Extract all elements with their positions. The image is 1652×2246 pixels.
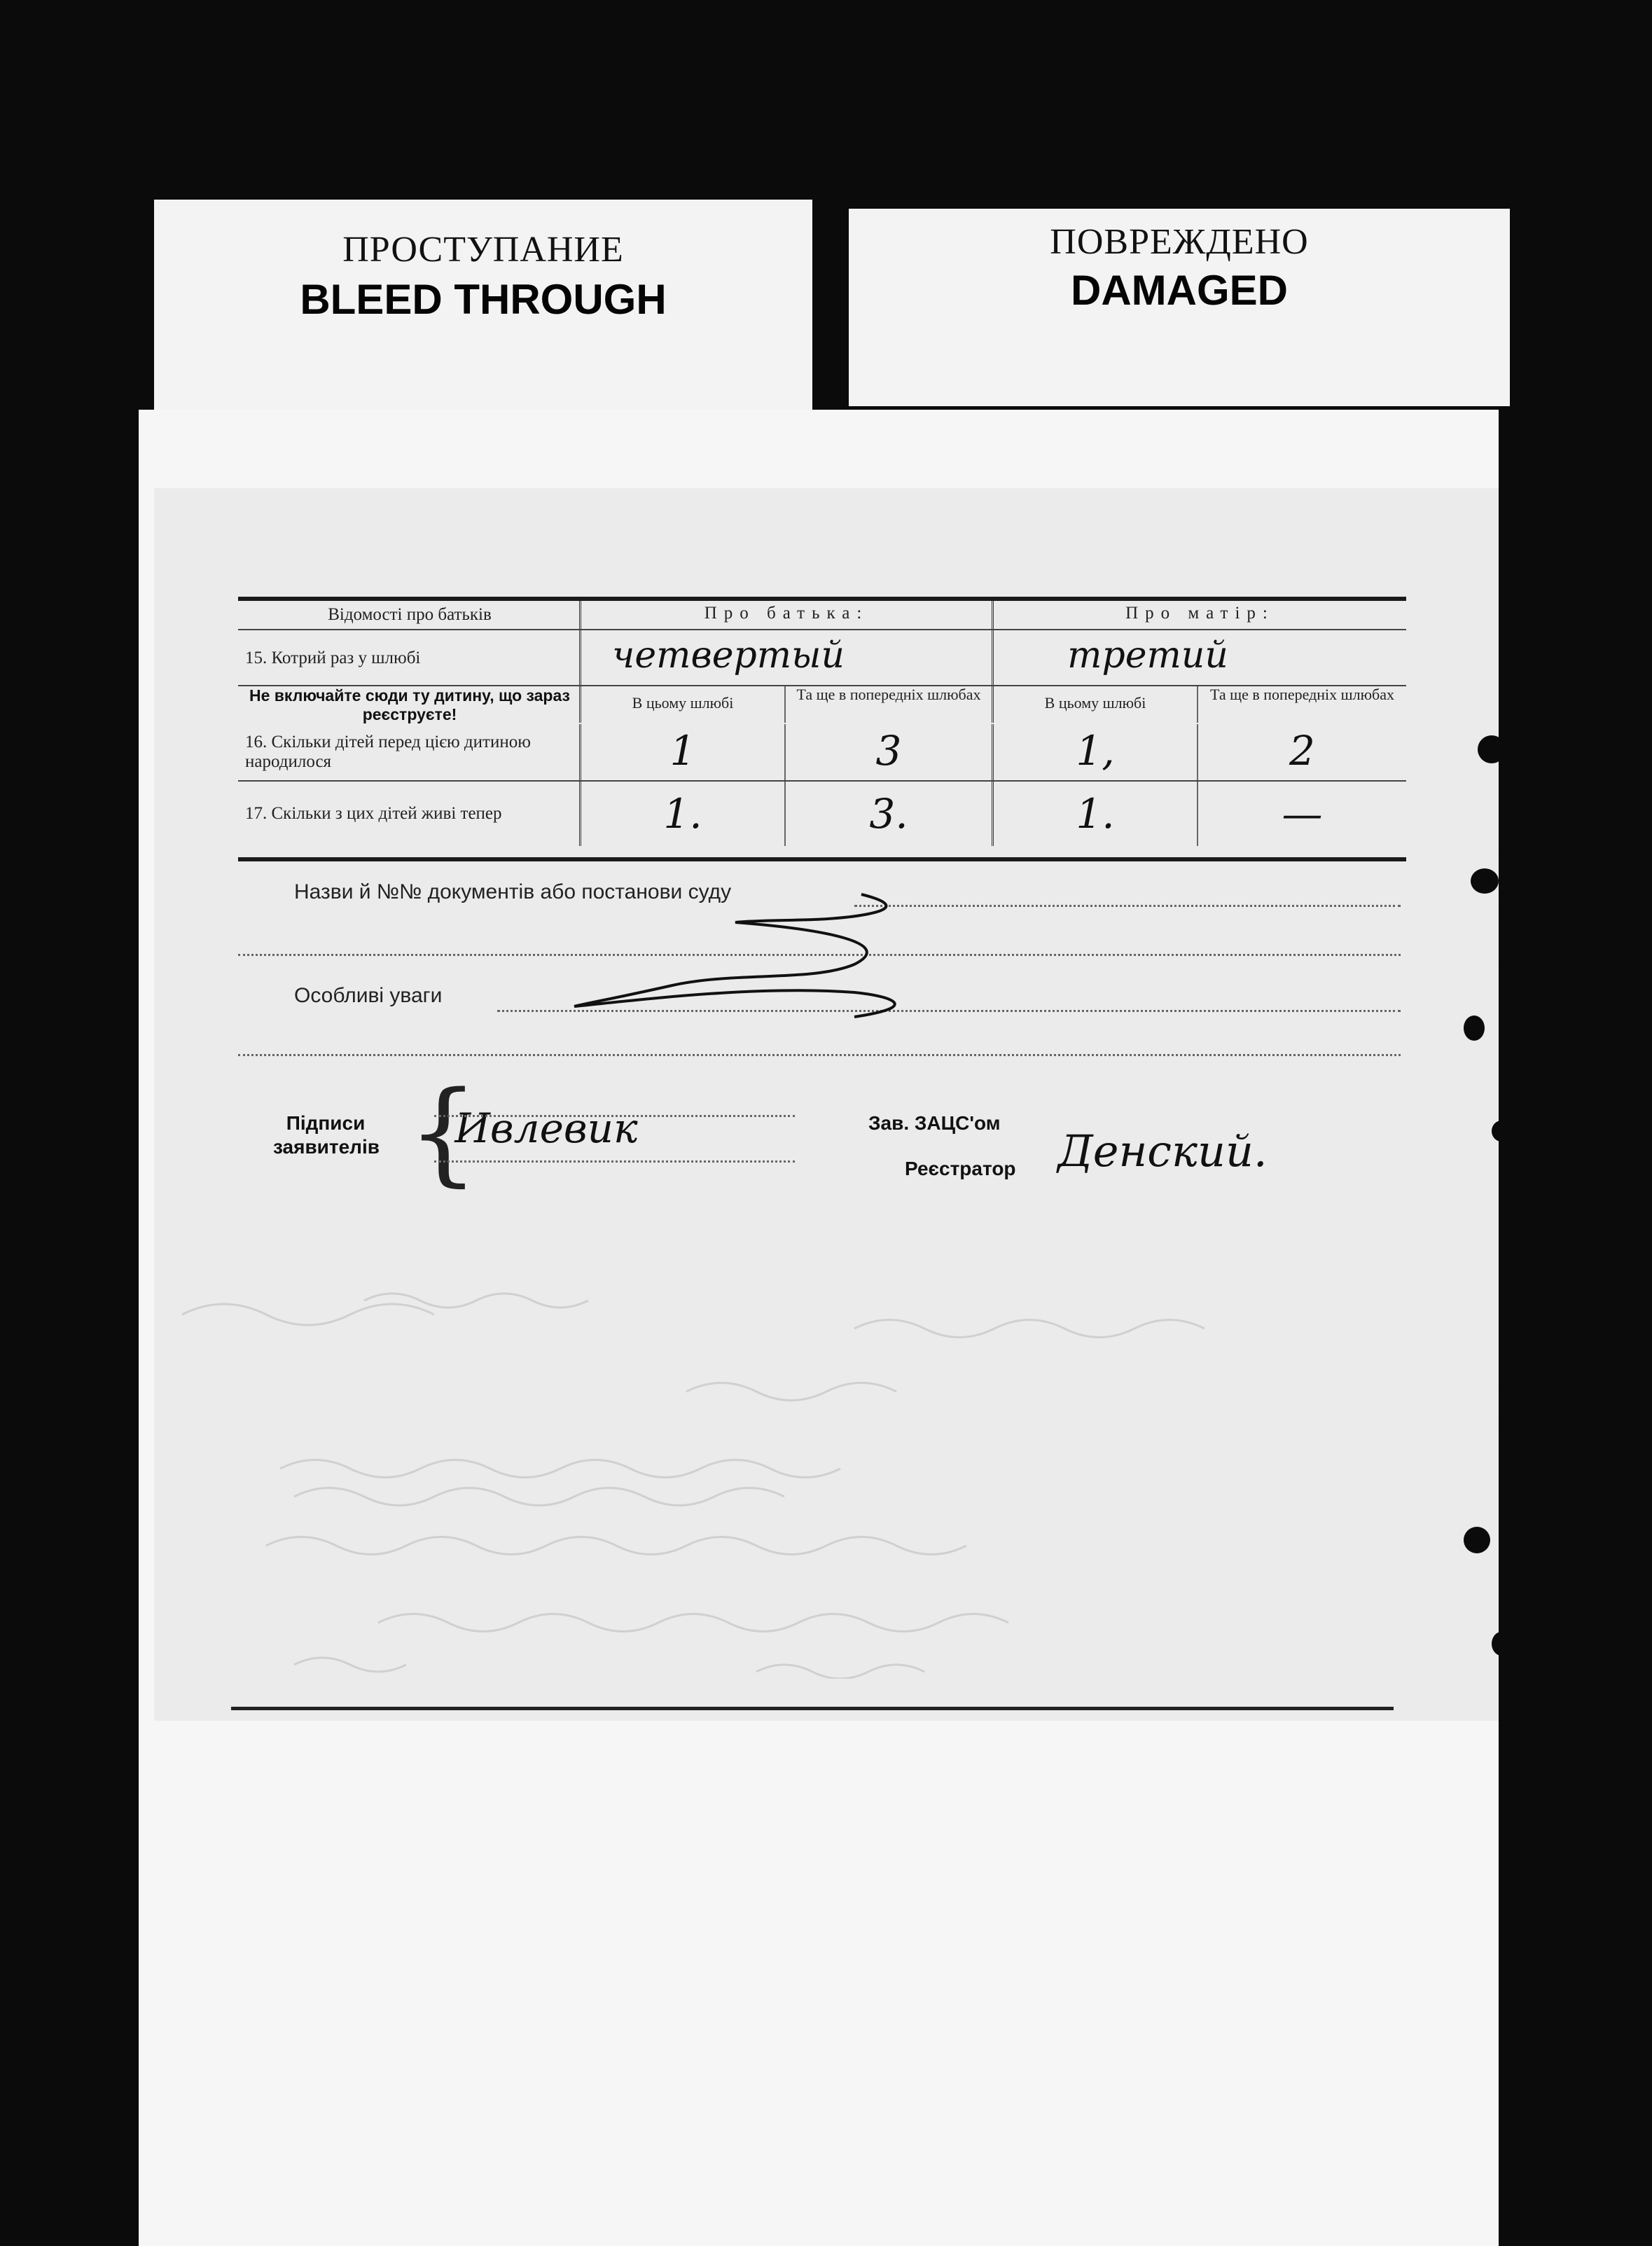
table-row <box>238 724 1406 782</box>
bleed-through-ru: ПРОСТУПАНИЕ <box>342 230 624 270</box>
row16-mother-this: 1, <box>1076 727 1115 775</box>
brace-icon: { <box>408 1067 479 1198</box>
parents-table <box>238 597 1406 861</box>
remarks-line-2 <box>238 1054 1401 1056</box>
row15-father-value: четвертый <box>612 635 845 677</box>
table-subheader-row <box>238 686 1406 723</box>
row17-father-previous: 3. <box>869 790 908 838</box>
table-row <box>238 782 1406 846</box>
mother-previous-header: Та ще в попередніх шлюбах <box>1210 686 1394 703</box>
bleed-through-card <box>154 200 812 410</box>
col-info-header: Відомості про батьків <box>328 605 492 624</box>
registrar-label: Реєстратор <box>905 1158 1016 1179</box>
bleed-through-marks <box>154 1231 1485 1679</box>
col-mother-header: Про матір: <box>1125 604 1275 623</box>
row16-father-this: 1 <box>669 727 696 775</box>
damaged-en: DAMAGED <box>1071 267 1288 314</box>
row15-mother-value: третий <box>1067 635 1228 677</box>
table-row <box>238 630 1406 686</box>
row15-label: 15. Котрий раз у шлюбі <box>245 649 421 667</box>
row17-mother-previous: — <box>1282 790 1323 838</box>
row17-father-this: 1. <box>663 790 702 838</box>
father-this-marriage-header: В цьому шлюбі <box>632 694 734 712</box>
bottom-rule <box>231 1707 1394 1710</box>
table-header-row <box>238 601 1406 630</box>
warning-text: Не включайте сюди ту дитину, що зараз реєструєте! <box>249 686 570 723</box>
documents-label: Назви й №№ документів або постанови суду <box>294 880 732 903</box>
row16-mother-previous: 2 <box>1289 727 1315 775</box>
mother-this-marriage-header: В цьому шлюбі <box>1044 694 1146 712</box>
documents-line <box>854 905 1401 907</box>
damaged-card <box>849 209 1510 406</box>
applicant-signature: Ивлевик <box>454 1104 638 1152</box>
col-father-header: Про батька: <box>704 604 869 623</box>
row16-father-previous: 3 <box>875 727 902 775</box>
row17-label: 17. Скільки з цих дітей живі тепер <box>245 804 502 823</box>
remarks-label: Особливі уваги <box>294 984 443 1007</box>
head-label: Зав. ЗАЦС'ом <box>868 1112 1001 1134</box>
cancel-stroke-icon <box>560 880 924 1020</box>
registrar-signature: Денский. <box>1057 1125 1268 1177</box>
father-previous-header: Та ще в попередніх шлюбах <box>796 686 981 703</box>
bleed-through-en: BLEED THROUGH <box>300 276 667 323</box>
applicants-label: Підписи заявителів <box>273 1112 380 1158</box>
row16-label: 16. Скільки дітей перед цією дитиною народилося <box>245 733 531 771</box>
row17-mother-this: 1. <box>1076 790 1115 838</box>
damaged-ru: ПОВРЕЖДЕНО <box>1050 222 1309 262</box>
record-form <box>154 488 1499 1721</box>
signature-line <box>434 1115 795 1117</box>
signature-line-2 <box>434 1160 795 1163</box>
